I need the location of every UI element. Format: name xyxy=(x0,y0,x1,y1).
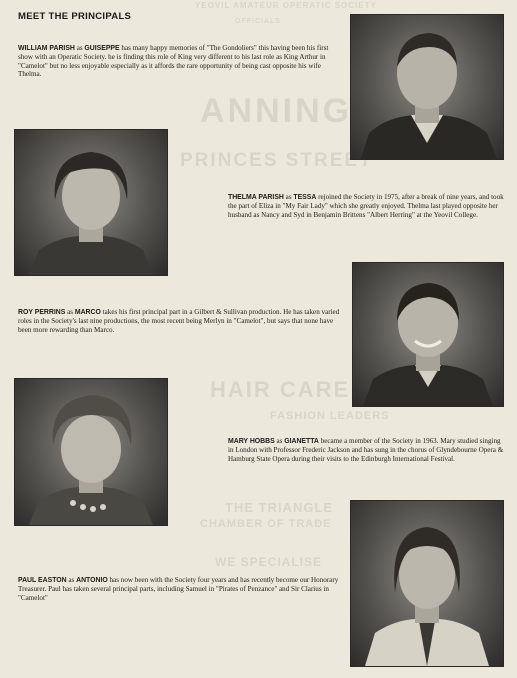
show-through-text: OFFICIALS xyxy=(235,18,281,25)
principal-text: takes his first principal part in a Gilbert & Sullivan production. He has taken varied roles in the Society's last nine productions, the most recent being Merlyn in "Camelot", but says that none have been more rewarding than Marco. xyxy=(18,308,340,334)
principal-photo-william xyxy=(350,14,504,160)
show-through-text: HAIR CARE CENTRE xyxy=(210,377,461,402)
show-through-text: FASHION LEADERS xyxy=(270,410,390,422)
page-heading: MEET THE PRINCIPALS xyxy=(18,11,132,22)
principal-role: TESSA xyxy=(293,194,317,201)
show-through-text: WE SPECIALISE xyxy=(215,555,323,569)
principal-role: MARCO xyxy=(74,309,101,316)
role-joiner: as xyxy=(68,576,75,584)
principal-name: MARY HOBBS xyxy=(228,438,275,445)
show-through-text: CHAMBER OF TRADE xyxy=(200,518,332,530)
role-joiner: as xyxy=(285,193,292,201)
principal-bio-william xyxy=(18,44,340,79)
principal-role: ANTONIO xyxy=(76,577,108,584)
role-joiner: as xyxy=(276,437,283,445)
show-through-text: THE TRIANGLE xyxy=(225,500,334,515)
role-joiner: as xyxy=(76,44,83,52)
principal-photo-thelma xyxy=(14,129,168,276)
principal-bio-roy xyxy=(18,308,340,334)
principal-text: became a member of the Society in 1963. Mary studied singing in London with Professor Frederic Jackson and has sung in the chorus of Glyndebourne Opera & Hamburg State Opera during their visits to the Edinburgh International Festival. xyxy=(228,437,504,463)
principal-text: has now been with the Society four years and has recently become our Honorary Treasurer. Paul has taken several principal parts, including Samuel in "Pirates of Penzance" and Sir Clarius in "Camelot" xyxy=(18,576,339,602)
principal-role: GIANETTA xyxy=(284,438,319,445)
principal-photo-mary xyxy=(14,378,168,526)
role-joiner: as xyxy=(67,308,74,316)
principal-bio-paul xyxy=(18,576,340,602)
show-through-text: ANNINGS xyxy=(200,92,378,130)
show-through-text: PRINCES STREET xyxy=(180,150,373,171)
principal-photo-roy xyxy=(352,262,504,407)
principal-bio-thelma xyxy=(228,193,505,219)
principal-name: ROY PERRINS xyxy=(18,309,66,316)
principal-text: rejoined the Society in 1975, after a break of nine years, and took the part of Eliza in "My Fair Lady" which she greatly enjoyed. Thelma last played opposite her husband as Nancy and Syd in Benjamin Brittens "Albert Herring" at the Yeovil College. xyxy=(228,193,504,219)
principal-name: WILLIAM PARISH xyxy=(18,45,75,52)
principal-name: PAUL EASTON xyxy=(18,577,67,584)
principal-photo-paul xyxy=(350,500,504,667)
principal-name: THELMA PARISH xyxy=(228,194,284,201)
principal-role: GUISEPPE xyxy=(84,45,120,52)
show-through-text: YEOVIL AMATEUR OPERATIC SOCIETY xyxy=(195,1,377,10)
principal-bio-mary xyxy=(228,437,505,463)
principal-text: has many happy memories of "The Gondoliers" this having been his first show with an Operatic Society. he is finding this role of King very different to his last role as King Arthur in "Camelot" but no less enjoyable especially as it affords the rare opportunity of being cast opposite his wife Thelma. xyxy=(18,44,329,79)
